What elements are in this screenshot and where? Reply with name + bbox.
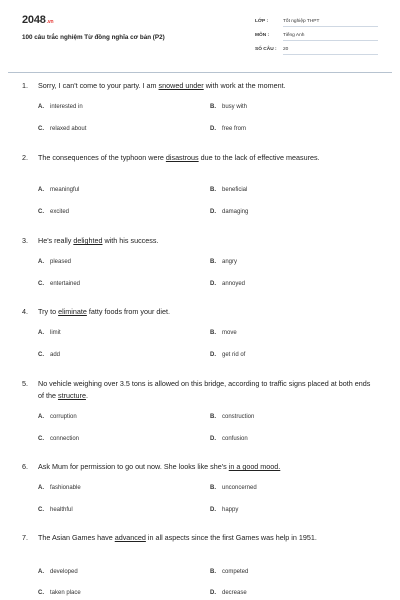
header-divider <box>8 72 392 73</box>
question-number: 7. <box>22 533 28 542</box>
option-d[interactable] <box>210 590 247 596</box>
question-text-end: with work at the moment. <box>203 81 286 90</box>
option-text: excited <box>50 209 70 215</box>
underlined-phrase: eliminate <box>58 307 87 316</box>
question-number: 4. <box>22 307 28 316</box>
question-number: 6. <box>22 462 28 471</box>
question-text: He's really <box>38 236 74 245</box>
question-text: The consequences of the typhoon were <box>38 153 166 162</box>
option-b[interactable] <box>210 104 247 110</box>
option-letter: C. <box>38 590 44 596</box>
site-logo[interactable] <box>22 14 53 26</box>
option-letter: A. <box>38 187 44 193</box>
option-b[interactable] <box>210 259 237 265</box>
option-letter: C. <box>38 507 44 513</box>
question-text-end: in all aspects since the first Games was help in 1951. <box>145 533 317 542</box>
option-text: meaningful <box>50 187 80 193</box>
header <box>0 0 400 66</box>
option-text: happy <box>222 507 239 513</box>
option-letter: B. <box>210 330 216 336</box>
option-letter: C. <box>38 352 44 358</box>
option-text: damaging <box>222 209 249 215</box>
logo-domain: .vn <box>46 19 54 25</box>
underlined-phrase: structure <box>57 391 86 400</box>
question-number: 3. <box>22 236 28 245</box>
option-c[interactable] <box>38 281 80 287</box>
question-text: No vehicle weighing over 3.5 tons is allowed on this bridge, according to traffic signs placed at both ends of the <box>38 379 371 400</box>
option-text: taken place <box>50 590 81 596</box>
option-d[interactable] <box>210 436 248 442</box>
option-text: add <box>50 352 61 358</box>
option-letter: D. <box>210 209 216 215</box>
option-b[interactable] <box>210 569 248 575</box>
option-text: limit <box>50 330 61 336</box>
option-a[interactable] <box>38 330 61 336</box>
option-text: angry <box>222 259 238 265</box>
question-text: The Asian Games have <box>38 533 115 542</box>
question-text: Try to <box>38 307 59 316</box>
option-a[interactable] <box>38 187 79 193</box>
meta-value-count: 20 <box>283 47 378 55</box>
question-text-end: with his success. <box>102 236 159 245</box>
option-b[interactable] <box>210 485 257 491</box>
page-title: 100 câu trắc nghiệm Từ đồng nghĩa cơ bản (P2) <box>22 34 165 41</box>
question-number: 2. <box>22 153 28 162</box>
question-text-end: due to the lack of effective measures. <box>198 153 320 162</box>
option-b[interactable] <box>210 414 254 420</box>
option-letter: C. <box>38 126 44 132</box>
option-text: busy with <box>222 104 248 110</box>
option-letter: D. <box>210 436 216 442</box>
option-letter: C. <box>38 281 44 287</box>
option-a[interactable] <box>38 259 71 265</box>
option-text: beneficial <box>222 187 248 193</box>
option-c[interactable] <box>38 590 81 596</box>
option-letter: B. <box>210 569 216 575</box>
option-letter: A. <box>38 569 44 575</box>
option-text: free from <box>222 126 247 132</box>
option-letter: D. <box>210 590 216 596</box>
option-a[interactable] <box>38 485 81 491</box>
option-d[interactable] <box>210 507 238 513</box>
option-text: competed <box>222 569 249 575</box>
option-letter: A. <box>38 330 44 336</box>
question-1 <box>22 80 382 92</box>
option-letter: D. <box>210 507 216 513</box>
option-a[interactable] <box>38 569 78 575</box>
option-letter: D. <box>210 281 216 287</box>
meta-label-count: SỐ CÂU : <box>255 47 277 52</box>
option-letter: D. <box>210 352 216 358</box>
meta-label-subject: MÔN : <box>255 33 270 38</box>
logo-number: 2048 <box>22 14 46 26</box>
option-letter: B. <box>210 187 216 193</box>
option-b[interactable] <box>210 330 237 336</box>
option-d[interactable] <box>210 209 248 215</box>
option-c[interactable] <box>38 209 69 215</box>
question-number: 1. <box>22 81 28 90</box>
question-text: Sorry, I can't come to your party. I am <box>38 81 159 90</box>
option-d[interactable] <box>210 281 245 287</box>
meta-value-class: Tốt nghiệp THPT <box>283 19 378 27</box>
option-letter: B. <box>210 259 216 265</box>
option-text: healthful <box>50 507 73 513</box>
option-text: fashionable <box>50 485 81 491</box>
option-text: annoyed <box>222 281 246 287</box>
underlined-phrase: disastrous <box>165 153 199 162</box>
option-text: interested in <box>50 104 83 110</box>
question-7 <box>22 532 382 544</box>
question-text: Ask Mum for permission to go out now. She looks like she's <box>38 462 229 471</box>
option-letter: A. <box>38 104 44 110</box>
option-text: confusion <box>222 436 248 442</box>
option-letter: A. <box>38 485 44 491</box>
underlined-phrase: advanced <box>114 533 146 542</box>
question-number: 5. <box>22 379 28 388</box>
option-text: entertained <box>50 281 81 287</box>
option-text: corruption <box>50 414 77 420</box>
option-letter: A. <box>38 414 44 420</box>
option-letter: B. <box>210 414 216 420</box>
question-text-end: . <box>85 391 88 400</box>
option-text: decrease <box>222 590 247 596</box>
option-c[interactable] <box>38 436 79 442</box>
meta-value-subject: Tiếng Anh <box>283 33 378 41</box>
underlined-phrase: in a good mood. <box>228 462 281 471</box>
option-letter: B. <box>210 104 216 110</box>
option-text: developed <box>50 569 78 575</box>
option-letter: D. <box>210 126 216 132</box>
option-text: get rid of <box>222 352 246 358</box>
option-c[interactable] <box>38 126 86 132</box>
option-letter: C. <box>38 436 44 442</box>
option-text: connection <box>50 436 80 442</box>
option-letter: C. <box>38 209 44 215</box>
option-text: relaxed about <box>50 126 87 132</box>
option-a[interactable] <box>38 104 83 110</box>
option-d[interactable] <box>210 352 245 358</box>
option-letter: B. <box>210 485 216 491</box>
question-2 <box>22 152 382 164</box>
question-4 <box>22 306 382 318</box>
option-b[interactable] <box>210 187 247 193</box>
question-3 <box>22 235 382 247</box>
option-text: move <box>222 330 237 336</box>
question-5 <box>22 378 382 402</box>
option-letter: A. <box>38 259 44 265</box>
underlined-phrase: snowed under <box>158 81 204 90</box>
option-text: unconcerned <box>222 485 257 491</box>
option-text: pleased <box>50 259 72 265</box>
option-c[interactable] <box>38 352 60 358</box>
option-c[interactable] <box>38 507 73 513</box>
option-a[interactable] <box>38 414 77 420</box>
option-text: construction <box>222 414 255 420</box>
underlined-phrase: delighted <box>73 236 103 245</box>
question-6 <box>22 461 382 473</box>
option-d[interactable] <box>210 126 246 132</box>
meta-label-class: LỚP : <box>255 19 269 24</box>
question-text-end: fatty foods from your diet. <box>86 307 170 316</box>
